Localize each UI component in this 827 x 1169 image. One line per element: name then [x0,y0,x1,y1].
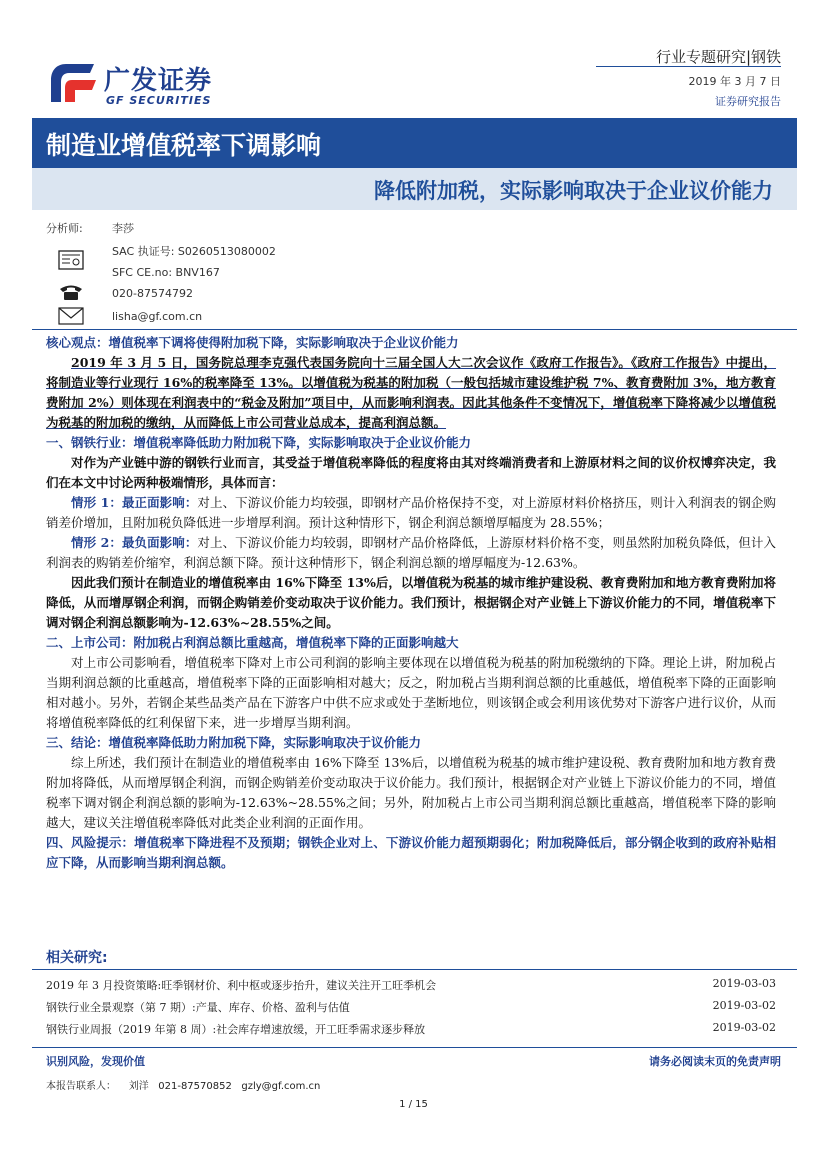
risk-warning: 四、风险提示：增值税率下降进程不及预期；钢铁企业对上、下游议价能力超预期弱化；附加税降低后，部分钢企收到的政府补贴相应下降，从而影响当期利润总额。 [46,835,776,870]
title-bar [32,118,797,168]
related-research-title: 相关研究: [46,950,108,966]
related-item[interactable] [46,977,776,993]
logo-text: 广发证券 [104,66,213,96]
related-item-title: 钢铁行业周报（2019 年第 8 周）:社会库存增速放缓，开工旺季需求逐步释放 [46,1023,426,1036]
sfc-number: SFC CE.no: BNV167 [112,266,220,279]
related-item[interactable] [46,1021,776,1037]
analyst-name: 李莎 [112,222,134,235]
subtitle-bar [32,168,797,210]
phone-icon [58,282,84,302]
sac-number: SAC 执证号: S0260513080002 [112,245,276,258]
page-title: 制造业增值税率下调影响 [46,131,322,160]
divider [32,329,797,330]
report-type: 证券研究报告 [715,95,781,108]
certificate-icon [58,250,84,270]
section-heading-1: 一、钢铁行业：增值税率降低助力附加税下降，实际影响取决于企业议价能力 [46,435,472,450]
case-1-text: 对上、下游议价能力均较强，即钢材产品价格保持不变，对上游原材料价格挤压，则计入利润表的钢企购销差价增加，且附加税负降低进一步增厚利润。预计这种情形下，钢企利润总额增厚幅度为 28.55%； [46,495,776,530]
related-divider [32,969,797,970]
core-view: 核心观点：增值税率下调将使得附加税下降，实际影响取决于企业议价能力 [46,335,459,350]
gf-logo-icon [48,60,98,106]
paragraph-4: 对上市公司影响看，增值税率下降对上市公司利润的影响主要体现在以增值税为税基的附加税缴纳的下降。理论上讲，附加税占当期利润总额的比重越高，增值税率下降的正面影响相对越大；反之，附加税占当期利润总额的比重越低，增值税率下降的正面影响相对越小。另外，若钢企某些品类产品在下游客户中供不应求或处于垄断地位，则该钢企或会利用该优势对下游客户进行议价，从而将增值税率降低的红利保留下来，进一步增厚当期利润。 [46,655,776,730]
email-icon [58,306,84,326]
case-2-text: 对上、下游议价能力均较弱，即钢材产品价格降低，上游原材料价格不变，则虽然附加税负降低，但计入利润表的购销差价缩窄，利润总额下降。预计这种情形下，钢企利润总额的增厚幅度为-12.63%。 [46,535,776,570]
report-contact: 本报告联系人： 刘洋 021-87570852 gzly@gf.com.cn [46,1081,321,1092]
related-item-date: 2019-03-03 [712,977,776,990]
email-address[interactable]: lisha@gf.com.cn [112,310,203,323]
case-1 [46,493,776,533]
paragraph-1: 2019 年 3 月 5 日，国务院总理李克强代表国务院向十三届全国人大二次会议作《政府工作报告》。《政府工作报告》中提出，将制造业等行业现行 16%的税率降至 13%。以增值税为税基的附加税（一般包括城市建设维护税 7%、教育费附加 3%，地方教育费附加 2%）则体现在利润表中的“税金及附加”项目中，从而影响利润表。因此其他条件不变情况下，增值税率下降将减少以增值税为税基的附加税的缴纳，从而降低上市公司营业总成本，提高利润总额。 [46,355,776,430]
related-item-title: 2019 年 3 月投资策略:旺季钢材价、利中枢或逐步抬升，建议关注开工旺季机会 [46,979,437,992]
related-item-date: 2019-03-02 [712,999,776,1012]
related-item-title: 钢铁行业全景观察（第 7 期）:产量、库存、价格、盈利与估值 [46,1001,350,1014]
page-subtitle: 降低附加税，实际影响取决于企业议价能力 [374,179,773,203]
section-heading-2: 二、上市公司：附加税占利润总额比重越高，增值税率下降的正面影响越大 [46,635,459,650]
section-heading-3: 三、结论：增值税率降低助力附加税下降，实际影响取决于议价能力 [46,735,422,750]
analyst-label: 分析师: [46,222,83,235]
paragraph-5: 综上所述，我们预计在制造业的增值税率由 16%下降至 13%后，以增值税为税基的城市维护建设税、教育费附加和地方教育费附加将降低，从而增厚钢企利润，而钢企购销差价变动取决于议价能力。我们预计，根据钢企对产业链上下游议价能力的不同，增值税率下调对钢企利润总额的影响为-12.63%~28.55%之间；另外，附加税占上市公司当期利润总额比重越高，增值税率下降的影响越大，建议关注增值税率降低对此类企业利润的正面作用。 [46,755,776,830]
footer-disclaimer: 请务必阅读末页的免责声明 [649,1055,781,1068]
related-item[interactable] [46,999,776,1015]
case-1-label: 情形 1：最正面影响： [71,495,198,510]
case-2-label: 情形 2：最负面影响： [71,535,198,550]
report-date: 2019 年 3 月 7 日 [688,75,781,88]
phone-number: 020-87574792 [112,287,193,300]
header-rule [596,66,781,67]
case-2 [46,533,776,573]
footer-slogan: 识别风险，发现价值 [46,1055,145,1068]
related-item-date: 2019-03-02 [712,1021,776,1034]
report-body [46,333,776,873]
footer-divider [32,1047,797,1048]
report-category: 行业专题研究|钢铁 [655,48,781,66]
paragraph-3: 因此我们预计在制造业的增值税率由 16%下降至 13%后，以增值税为税基的城市维护建设税、教育费附加和地方教育费附加将降低，从而增厚钢企利润，而钢企购销差价变动取决于议价能力。我们预计，根据钢企对产业链上下游议价能力的不同，增值税率下调对钢企利润总额影响为-12.63%~28.55%之间。 [46,575,776,630]
page-number: 1 / 15 [399,1099,428,1110]
paragraph-2: 对作为产业链中游的钢铁行业而言，其受益于增值税率降低的程度将由其对终端消费者和上游原材料之间的议价权博弈决定，我们在本文中讨论两种极端情形，具体而言： [46,455,776,490]
logo-english: GF SECURITIES [106,94,212,107]
